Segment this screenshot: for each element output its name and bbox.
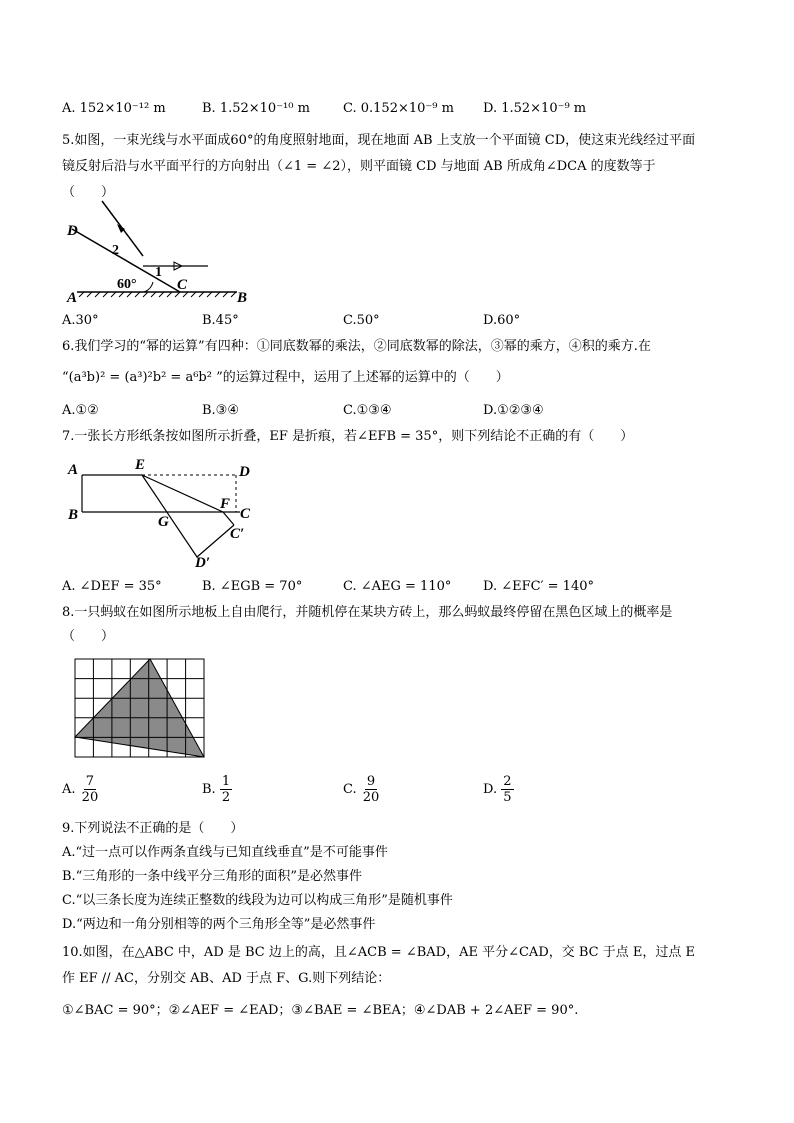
q5-text-line2: 镜反射后沿与水平面平行的方向射出（∠1 = ∠2），则平面镜 CD 与地面 AB 所成角∠DCA 的度数等于 — [62, 159, 656, 174]
q4-option-b: B. 1.52×10⁻¹⁰ m — [202, 101, 310, 116]
q8-option-c-fraction — [361, 774, 382, 805]
q5-label-60: 60° — [117, 277, 137, 292]
q10-text-line2: 作 EF // AC，分别交 AB、AD 于点 F、G.则下列结论： — [62, 971, 391, 986]
q8-option-b-fraction — [220, 774, 232, 805]
q7-text-line1: 7.一张长方形纸条按如图所示折叠，EF 是折痕，若∠EFB = 35°，则下列结论不正确的有（ ） — [62, 429, 634, 444]
q5-label-a: A — [67, 290, 78, 306]
q8-option-a-denominator: 20 — [81, 790, 99, 805]
q5-label-b: B — [237, 290, 248, 306]
q7-option-b: B. ∠EGB = 70° — [202, 579, 303, 594]
q7-label-b: B — [68, 507, 79, 523]
q8-shaded-triangle — [75, 659, 204, 757]
q5-option-c: C.50° — [343, 313, 380, 328]
q8-option-b-numerator: 1 — [221, 774, 231, 789]
q6-option-d: D.①②③④ — [483, 403, 544, 418]
q9-option-d: D.“两边和一角分别相等的两个三角形全等”是必然事件 — [62, 917, 376, 932]
q8-option-c-numerator: 9 — [366, 774, 376, 789]
q8-text-line2: （ ） — [62, 629, 115, 644]
q8-option-d-letter: D. — [483, 782, 498, 797]
q8-option-b-letter: B. — [202, 782, 216, 797]
q8-option-a-letter: A. — [62, 782, 76, 797]
q8-option-b-denominator: 2 — [221, 790, 231, 805]
q7-fold-figure — [62, 452, 282, 572]
q5-option-d: D.60° — [483, 313, 521, 328]
q10-text-line1: 10.如图，在△ABC 中，AD 是 BC 边上的高，且∠ACB = ∠BAD，AE 平分∠CAD，交 BC 于点 E，过点 E — [62, 945, 695, 960]
q7-option-d: D. ∠EFC′ = 140° — [483, 579, 594, 594]
q6-text-line2: “(a³b)² = (a³)²b² = a⁶b² ”的运算过程中，运用了上述幂的运算中的（ ） — [62, 370, 509, 385]
q6-option-a: A.①② — [62, 403, 99, 418]
q7-option-c: C. ∠AEG = 110° — [343, 579, 452, 594]
q7-label-c: C — [240, 506, 251, 522]
q8-option-d-fraction — [501, 774, 513, 805]
q9-option-b: B.“三角形的一条中线平分三角形的面积”是必然事件 — [62, 869, 362, 884]
q8-option-a — [62, 774, 100, 805]
q8-option-d-numerator: 2 — [503, 774, 512, 789]
q9-text-line1: 9.下列说法不正确的是（ ） — [62, 821, 244, 836]
q7-label-a: A — [68, 462, 79, 478]
q5-mirror-figure — [62, 196, 262, 306]
q6-text-line1: 6.我们学习的“幂的运算”有四种：①同底数幂的乘法，②同底数幂的除法，③幂的乘方，④积的乘方.在 — [62, 339, 651, 354]
q9-option-a: A.“过一点可以作两条直线与已知直线垂直”是不可能事件 — [62, 845, 388, 860]
q7-label-c-prime: C′ — [230, 526, 245, 542]
q5-label-c: C — [177, 277, 188, 293]
q7-label-d: D — [239, 464, 250, 480]
q9-option-c: C.“以三条长度为连续正整数的线段为边可以构成三角形”是随机事件 — [62, 893, 453, 908]
q8-option-a-fraction — [80, 774, 101, 805]
q7-label-e: E — [135, 457, 146, 473]
q5-label-1: 1 — [155, 265, 162, 280]
q5-option-b: B.45° — [202, 313, 239, 328]
q4-option-a: A. 152×10⁻¹² m — [62, 101, 166, 116]
q5-text-line3: （ ） — [62, 185, 115, 200]
q7-edge-fc2 — [223, 512, 234, 525]
q5-option-a: A.30° — [62, 313, 99, 328]
q5-label-2: 2 — [112, 243, 119, 258]
q8-text-line1: 8.一只蚂蚁在如图所示地板上自由爬行，并随机停在某块方砖上，那么蚂蚁最终停留在黑色区域上的概率是 — [62, 605, 673, 620]
q7-label-f: F — [220, 496, 231, 512]
q7-label-g: G — [158, 514, 169, 530]
q6-option-b: B.③④ — [202, 403, 239, 418]
q8-option-c-letter: C. — [343, 782, 357, 797]
q8-option-d-denominator: 5 — [503, 790, 512, 805]
q8-option-d — [483, 774, 514, 805]
q4-option-c: C. 0.152×10⁻⁹ m — [343, 101, 454, 116]
q8-option-b — [202, 774, 232, 805]
q8-option-c — [343, 774, 381, 805]
q8-option-c-denominator: 20 — [362, 790, 380, 805]
q5-angle-arc — [144, 282, 153, 292]
q8-option-a-numerator: 7 — [85, 774, 95, 789]
q4-option-d: D. 1.52×10⁻⁹ m — [483, 101, 587, 116]
q7-label-d-prime: D′ — [195, 555, 211, 571]
q7-option-a: A. ∠DEF = 35° — [62, 579, 162, 594]
q10-text-line3: ①∠BAC = 90°；②∠AEF = ∠EAD；③∠BAE = ∠BEA；④∠DAB + 2∠AEF = 90°. — [62, 1003, 579, 1018]
q8-grid-figure — [72, 656, 208, 762]
q5-text-line1: 5.如图，一束光线与水平面成60°的角度照射地面，现在地面 AB 上支放一个平面镜 CD，使这束光线经过平面 — [62, 133, 696, 148]
q6-option-c: C.①③④ — [343, 403, 392, 418]
q7-edge-d2c2 — [197, 525, 234, 557]
q5-label-d: D — [67, 223, 78, 239]
